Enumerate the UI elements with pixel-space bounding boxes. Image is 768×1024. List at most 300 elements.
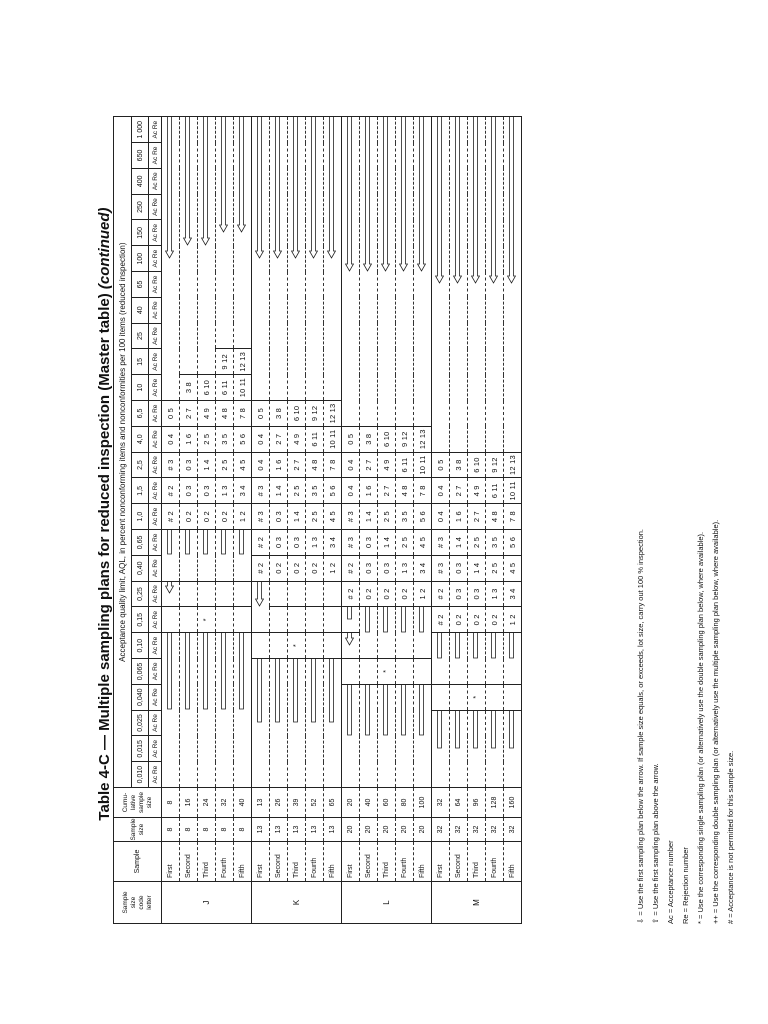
value-cell: 12 13 — [234, 349, 252, 375]
value-cell: 9 12 — [216, 349, 234, 375]
arrow-down-cell — [216, 530, 234, 582]
star-cell — [450, 684, 468, 710]
arrow-down-cell-icon — [165, 530, 174, 556]
value-cell: 0 3 — [468, 581, 486, 607]
arrow-up-cell-icon — [255, 117, 264, 259]
value-cell: 12 13 — [324, 401, 342, 427]
arrow-down-cell-icon — [201, 530, 210, 556]
arrow-down-cell — [504, 710, 522, 787]
arrow-up-cell — [288, 117, 306, 401]
arrow-up-cell-icon — [291, 117, 300, 259]
table-row — [378, 117, 396, 924]
star-cell — [306, 633, 324, 659]
value-cell: # 2 — [432, 607, 450, 633]
table-row — [234, 117, 252, 924]
value-cell: 4 9 — [378, 452, 396, 478]
aql-value-14: 6,5 — [132, 401, 149, 427]
arrow-up-cell — [252, 117, 270, 401]
aql-value-7: 0,25 — [132, 581, 149, 607]
value-cell: 4 5 — [414, 530, 432, 556]
value-cell: 0 5 — [162, 401, 180, 427]
value-cell: 5 6 — [324, 478, 342, 504]
value-cell: # 2 — [342, 555, 360, 581]
sample-size-cell: 32 — [450, 818, 468, 842]
sample-size-cell: 13 — [306, 818, 324, 842]
arrow-down-cell — [180, 530, 198, 582]
table-row — [504, 117, 522, 924]
sample-size-cell: 20 — [342, 818, 360, 842]
value-cell: 1 4 — [468, 555, 486, 581]
value-cell: 0 4 — [252, 452, 270, 478]
arrow-down-cell-icon — [507, 710, 516, 749]
sample-size-cell: 13 — [324, 818, 342, 842]
value-cell: 0 4 — [252, 426, 270, 452]
acre-header-24: Ac Re — [149, 143, 162, 169]
value-cell: 12 13 — [504, 452, 522, 478]
sample-cell: Fourth — [396, 842, 414, 882]
code-letter-header-line: size — [129, 896, 137, 909]
value-cell: 5 6 — [234, 426, 252, 452]
table-row — [432, 117, 450, 924]
cumulative-size-cell: 40 — [234, 788, 252, 818]
value-cell: 2 7 — [288, 452, 306, 478]
sample-cell: Second — [360, 842, 378, 882]
arrow-down-cell-icon — [345, 607, 354, 620]
aql-value-18: 40 — [132, 297, 149, 323]
arrow-down-cell-icon — [327, 659, 336, 724]
acre-header-4: Ac Re — [149, 659, 162, 685]
table-row — [324, 117, 342, 924]
arrow-down-cell — [198, 530, 216, 582]
empty-cell — [306, 607, 324, 633]
arrow-down-cell-icon — [309, 659, 318, 724]
aql-value-21: 150 — [132, 220, 149, 246]
sample-size-cell: 32 — [504, 818, 522, 842]
arrow-down-cell-icon — [435, 710, 444, 749]
value-cell: 3 4 — [234, 478, 252, 504]
star-cell — [216, 607, 234, 633]
value-cell: 6 10 — [288, 401, 306, 427]
aql-value-17: 25 — [132, 323, 149, 349]
value-cell: 4 8 — [396, 478, 414, 504]
value-cell: # 2 — [162, 478, 180, 504]
value-cell: 0 3 — [378, 555, 396, 581]
aql-value-2: 0,025 — [132, 710, 149, 736]
table-row — [414, 117, 432, 924]
sample-cell: Fifth — [414, 842, 432, 882]
value-cell: 0 4 — [432, 478, 450, 504]
arrow-up-cell-icon — [219, 117, 228, 233]
code-letter-header-line: code — [137, 895, 145, 910]
aql-value-8: 0,40 — [132, 555, 149, 581]
arrow-up-cell — [270, 117, 288, 401]
arrow-down-cell — [324, 659, 342, 788]
arrow-down-cell-icon — [471, 710, 480, 749]
sample-size-cell: 8 — [234, 818, 252, 842]
value-cell: 6 11 — [486, 478, 504, 504]
value-cell: 4 8 — [216, 401, 234, 427]
arrow-down-cell — [234, 633, 252, 788]
value-cell: 1 6 — [270, 452, 288, 478]
table-row — [468, 117, 486, 924]
empty-cell — [180, 581, 198, 607]
arrow-down-cell — [486, 633, 504, 685]
value-cell: 1 4 — [270, 478, 288, 504]
arrow-up-cell — [486, 117, 504, 452]
value-cell: 3 5 — [216, 426, 234, 452]
cumulative-size-header-line: sample — [137, 792, 145, 813]
value-cell: 0 3 — [198, 478, 216, 504]
arrow-down-cell-icon — [219, 530, 228, 556]
value-cell: 4 5 — [234, 452, 252, 478]
acre-header-9: Ac Re — [149, 530, 162, 556]
sample-cell: Fourth — [216, 842, 234, 882]
value-cell: 3 8 — [180, 375, 198, 401]
aql-value-23: 400 — [132, 168, 149, 194]
table-row — [342, 117, 360, 924]
value-cell: # 2 — [252, 530, 270, 556]
value-cell: 2 5 — [306, 504, 324, 530]
star-cell — [414, 659, 432, 685]
value-cell: # 3 — [252, 504, 270, 530]
arrow-up-cell — [360, 117, 378, 427]
value-cell: 0 2 — [378, 581, 396, 607]
title-suffix: (continued) — [96, 207, 113, 290]
arrow-down-cell-icon — [489, 710, 498, 749]
sample-size-header — [114, 818, 162, 842]
note-line: # = Acceptance is not permitted for this sample size. — [726, 750, 735, 924]
table-row — [396, 117, 414, 924]
arrow-down-cell — [360, 684, 378, 787]
table-row — [180, 117, 198, 924]
value-cell: 4 5 — [504, 555, 522, 581]
value-cell: 2 7 — [468, 504, 486, 530]
table-row — [360, 117, 378, 924]
value-cell: 4 5 — [324, 504, 342, 530]
value-cell: 6 10 — [468, 452, 486, 478]
value-cell: # 3 — [432, 555, 450, 581]
code-letter-l: L — [342, 882, 432, 924]
arrow-down-cell-icon — [291, 659, 300, 724]
value-cell: # 2 — [252, 555, 270, 581]
value-cell: 0 3 — [450, 581, 468, 607]
sample-cell: Fourth — [486, 842, 504, 882]
arrow-down-cell-icon — [435, 633, 444, 659]
value-cell: 1 2 — [324, 555, 342, 581]
star-cell — [396, 659, 414, 685]
cumulative-size-cell: 16 — [180, 788, 198, 818]
arrow-down-cell-icon — [201, 633, 210, 710]
sample-size-cell: 20 — [360, 818, 378, 842]
aql-value-5: 0,10 — [132, 633, 149, 659]
sample-size-cell: 8 — [162, 818, 180, 842]
acre-header-10: Ac Re — [149, 504, 162, 530]
value-cell: 0 2 — [360, 581, 378, 607]
arrow-down-cell — [450, 633, 468, 685]
arrow-down-cell-icon — [507, 633, 516, 659]
acre-header-23: Ac Re — [149, 168, 162, 194]
value-cell: 0 5 — [252, 401, 270, 427]
value-cell: 1 4 — [360, 504, 378, 530]
value-cell: 0 3 — [360, 530, 378, 556]
value-cell: 0 3 — [180, 452, 198, 478]
arrow-up-cell-icon — [471, 117, 480, 285]
sample-cell: Third — [288, 842, 306, 882]
value-cell: 0 3 — [180, 478, 198, 504]
value-cell: 3 8 — [450, 452, 468, 478]
arrow-down-cell — [270, 659, 288, 788]
table-row — [288, 117, 306, 924]
arrow-down-cell-icon — [237, 633, 246, 710]
note-line: * = Use the corresponding single sampling plan (or alternatively use the double sampling plan below, where available). — [696, 531, 705, 924]
sample-size-cell: 13 — [252, 818, 270, 842]
arrow-down-cell-icon — [471, 633, 480, 659]
arrow-down-cell-icon — [417, 684, 426, 736]
arrow-up-cell — [414, 117, 432, 427]
cumulative-size-cell: 32 — [216, 788, 234, 818]
sample-size-cell: 8 — [180, 818, 198, 842]
sample-size-header-line: Sample — [129, 818, 137, 841]
sample-size-cell: 20 — [396, 818, 414, 842]
cumulative-size-cell: 26 — [270, 788, 288, 818]
sampling-plan-table — [113, 116, 522, 924]
arrow-down-cell — [288, 659, 306, 788]
cumulative-size-cell: 60 — [378, 788, 396, 818]
arrow-down-cell — [432, 710, 450, 787]
arrow-down-cell-icon — [489, 633, 498, 659]
arrow-up-cell-icon — [309, 117, 318, 259]
note-line: ⇧ = Use the first sampling plan above the arrow. — [651, 763, 660, 924]
value-cell: # 2 — [342, 581, 360, 607]
acre-header-7: Ac Re — [149, 581, 162, 607]
value-cell: 10 11 — [504, 478, 522, 504]
arrow-down-cell — [342, 684, 360, 787]
star-cell — [234, 607, 252, 633]
value-cell: # 3 — [162, 452, 180, 478]
value-cell: 1 4 — [288, 504, 306, 530]
acre-header-12: Ac Re — [149, 452, 162, 478]
value-cell: 2 5 — [486, 555, 504, 581]
value-cell: 10 11 — [414, 452, 432, 478]
arrow-down-cell — [234, 530, 252, 582]
aql-value-20: 100 — [132, 246, 149, 272]
title-main: Table 4-C — Multiple sampling plans for reduced inspection (Master table) — [96, 293, 113, 821]
value-cell: 5 6 — [504, 530, 522, 556]
value-cell: # 3 — [342, 530, 360, 556]
value-cell: 0 5 — [342, 426, 360, 452]
sample-cell: Third — [198, 842, 216, 882]
cumulative-size-cell: 24 — [198, 788, 216, 818]
aql-value-24: 650 — [132, 143, 149, 169]
value-cell: 3 4 — [324, 530, 342, 556]
arrow-up-cell-icon — [255, 581, 264, 607]
arrow-down-cell — [198, 633, 216, 788]
cumulative-size-cell: 39 — [288, 788, 306, 818]
sample-cell: First — [252, 842, 270, 882]
acre-header-18: Ac Re — [149, 297, 162, 323]
value-cell: 6 11 — [216, 375, 234, 401]
sample-size-cell: 13 — [270, 818, 288, 842]
arrow-down-cell — [414, 607, 432, 659]
value-cell: 0 2 — [306, 555, 324, 581]
sample-cell: Fourth — [306, 842, 324, 882]
empty-cell — [198, 581, 216, 607]
arrow-up-cell — [378, 117, 396, 427]
arrow-up-cell — [162, 117, 180, 401]
value-cell: 0 4 — [342, 478, 360, 504]
arrow-up-cell — [468, 117, 486, 452]
arrow-down-cell — [486, 710, 504, 787]
arrow-down-cell-icon — [399, 607, 408, 633]
arrow-down-cell — [396, 684, 414, 787]
acre-header-21: Ac Re — [149, 220, 162, 246]
arrow-down-cell — [504, 633, 522, 685]
arrow-up-cell-icon — [363, 117, 372, 272]
value-cell: 2 7 — [180, 401, 198, 427]
value-cell: 1 6 — [360, 478, 378, 504]
acre-header-20: Ac Re — [149, 246, 162, 272]
value-cell: 5 6 — [414, 504, 432, 530]
star-cell — [252, 633, 270, 659]
value-cell: 6 10 — [198, 375, 216, 401]
sample-cell: First — [432, 842, 450, 882]
value-cell: # 3 — [432, 530, 450, 556]
value-cell: 1 6 — [180, 426, 198, 452]
sample-header: Sample — [114, 842, 162, 882]
arrow-up-cell-icon — [165, 581, 174, 594]
table-row — [270, 117, 288, 924]
value-cell: 2 7 — [378, 478, 396, 504]
value-cell: 0 2 — [468, 607, 486, 633]
arrow-down-cell — [180, 633, 198, 788]
acre-header-19: Ac Re — [149, 272, 162, 298]
aql-value-1: 0,015 — [132, 736, 149, 762]
arrow-up-cell — [162, 581, 180, 607]
value-cell: 4 9 — [288, 426, 306, 452]
arrow-up-cell — [432, 117, 450, 452]
value-cell: 12 13 — [414, 426, 432, 452]
star-cell — [486, 684, 504, 710]
acre-header-14: Ac Re — [149, 401, 162, 427]
aql-value-11: 1,5 — [132, 478, 149, 504]
table-row — [198, 117, 216, 924]
value-cell: 1 2 — [504, 607, 522, 633]
arrow-up-cell-icon — [435, 117, 444, 285]
value-cell: 3 8 — [270, 401, 288, 427]
arrow-down-cell — [162, 530, 180, 582]
arrow-down-cell-icon — [453, 633, 462, 659]
arrow-down-cell — [252, 659, 270, 788]
value-cell: 3 5 — [486, 530, 504, 556]
value-cell: 0 2 — [396, 581, 414, 607]
arrow-up-cell-icon — [201, 117, 210, 246]
arrow-down-cell — [306, 659, 324, 788]
value-cell: 0 4 — [432, 504, 450, 530]
sample-size-cell: 32 — [432, 818, 450, 842]
header-row-1 — [114, 117, 132, 924]
empty-cell — [306, 581, 324, 607]
empty-cell — [270, 607, 288, 633]
arrow-down-cell-icon — [363, 684, 372, 736]
value-cell: 7 8 — [324, 452, 342, 478]
value-cell: 3 4 — [504, 581, 522, 607]
code-letter-header — [114, 882, 162, 924]
star-cell — [504, 684, 522, 710]
sample-cell: Fifth — [234, 842, 252, 882]
arrow-down-cell — [342, 607, 360, 633]
acre-header-3: Ac Re — [149, 684, 162, 710]
empty-cell — [216, 581, 234, 607]
sample-cell: Second — [180, 842, 198, 882]
cumulative-size-cell: 65 — [324, 788, 342, 818]
acre-header-25: Ac Re — [149, 117, 162, 143]
value-cell: 2 5 — [378, 504, 396, 530]
sample-size-header-line: size — [137, 823, 145, 836]
arrow-down-cell-icon — [381, 607, 390, 633]
value-cell: 1 4 — [198, 452, 216, 478]
value-cell: 0 3 — [270, 530, 288, 556]
arrow-up-cell — [504, 117, 522, 452]
value-cell: 9 12 — [486, 452, 504, 478]
value-cell: 0 2 — [216, 504, 234, 530]
value-cell: 1 3 — [216, 478, 234, 504]
aql-header: Acceptance quality limit, AQL, in percent nonconforming items and nonconformities per 100 items (reduced inspection) — [114, 117, 132, 788]
acre-header-6: Ac Re — [149, 607, 162, 633]
sampling-table-container — [113, 116, 522, 924]
arrow-down-cell — [378, 607, 396, 659]
value-cell: 10 11 — [234, 375, 252, 401]
empty-cell — [234, 581, 252, 607]
value-cell: 0 3 — [288, 530, 306, 556]
sample-cell: Second — [270, 842, 288, 882]
arrow-down-cell — [432, 633, 450, 685]
value-cell: 4 9 — [198, 401, 216, 427]
arrow-down-cell-icon — [399, 684, 408, 736]
value-cell: 0 5 — [432, 452, 450, 478]
aql-value-22: 250 — [132, 194, 149, 220]
aql-value-13: 4,0 — [132, 426, 149, 452]
star-cell — [270, 633, 288, 659]
sample-cell: First — [342, 842, 360, 882]
value-cell: 1 4 — [450, 530, 468, 556]
arrow-up-cell — [306, 117, 324, 401]
value-cell: 0 2 — [270, 555, 288, 581]
arrow-up-cell-icon — [237, 117, 246, 233]
value-cell: 2 5 — [288, 478, 306, 504]
sample-size-cell: 32 — [468, 818, 486, 842]
value-cell: # 2 — [162, 504, 180, 530]
value-cell: 1 4 — [378, 530, 396, 556]
arrow-down-cell — [450, 710, 468, 787]
arrow-up-cell-icon — [273, 117, 282, 259]
star-cell — [432, 684, 450, 710]
aql-value-15: 10 — [132, 375, 149, 401]
sample-size-cell: 8 — [216, 818, 234, 842]
aql-value-4: 0,065 — [132, 659, 149, 685]
value-cell: 0 2 — [288, 555, 306, 581]
cumulative-size-cell: 96 — [468, 788, 486, 818]
aql-value-10: 1,0 — [132, 504, 149, 530]
value-cell: 0 3 — [450, 555, 468, 581]
cumulative-size-cell: 13 — [252, 788, 270, 818]
value-cell: # 2 — [432, 581, 450, 607]
arrow-down-cell — [468, 710, 486, 787]
note-line: Ac = Acceptance number — [666, 840, 675, 924]
arrow-down-cell-icon — [237, 530, 246, 556]
arrow-down-cell-icon — [417, 607, 426, 633]
cumulative-size-cell: 32 — [432, 788, 450, 818]
star-cell: * — [378, 659, 396, 685]
